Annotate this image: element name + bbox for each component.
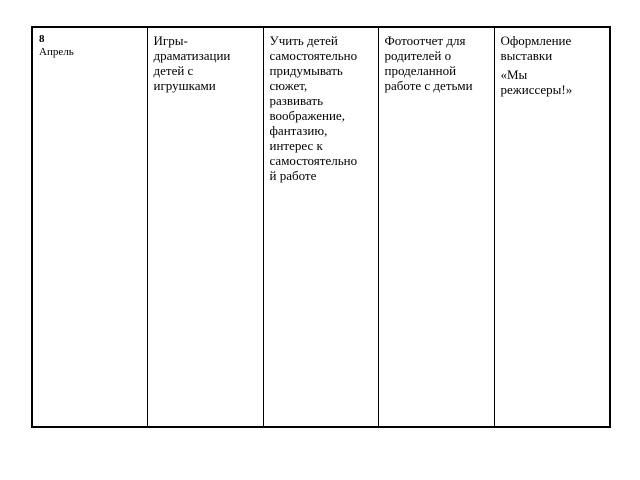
result-text-line1: Оформление выставки bbox=[500, 33, 572, 63]
result-text-line2: «Мы режиссеры!» bbox=[500, 67, 573, 97]
result-cell bbox=[494, 27, 610, 427]
month-number: 8 bbox=[39, 33, 45, 45]
table-row bbox=[32, 27, 610, 427]
month-name: Апрель bbox=[39, 46, 74, 58]
goal-cell bbox=[263, 27, 378, 427]
parents-work-text: Фотоотчет для родителей о проделанной работе с детьми bbox=[384, 33, 473, 93]
goal-text: Учить детей самостоятельно придумывать сюжет, развивать воображение, фантазию, интерес к самостоятельно й работе bbox=[269, 33, 358, 183]
activity-cell bbox=[147, 27, 263, 427]
parents-work-cell bbox=[378, 27, 494, 427]
activity-plan-table bbox=[31, 26, 611, 428]
activity-text: Игры- драматизации детей с игрушками bbox=[153, 33, 231, 93]
month-cell bbox=[32, 27, 147, 427]
